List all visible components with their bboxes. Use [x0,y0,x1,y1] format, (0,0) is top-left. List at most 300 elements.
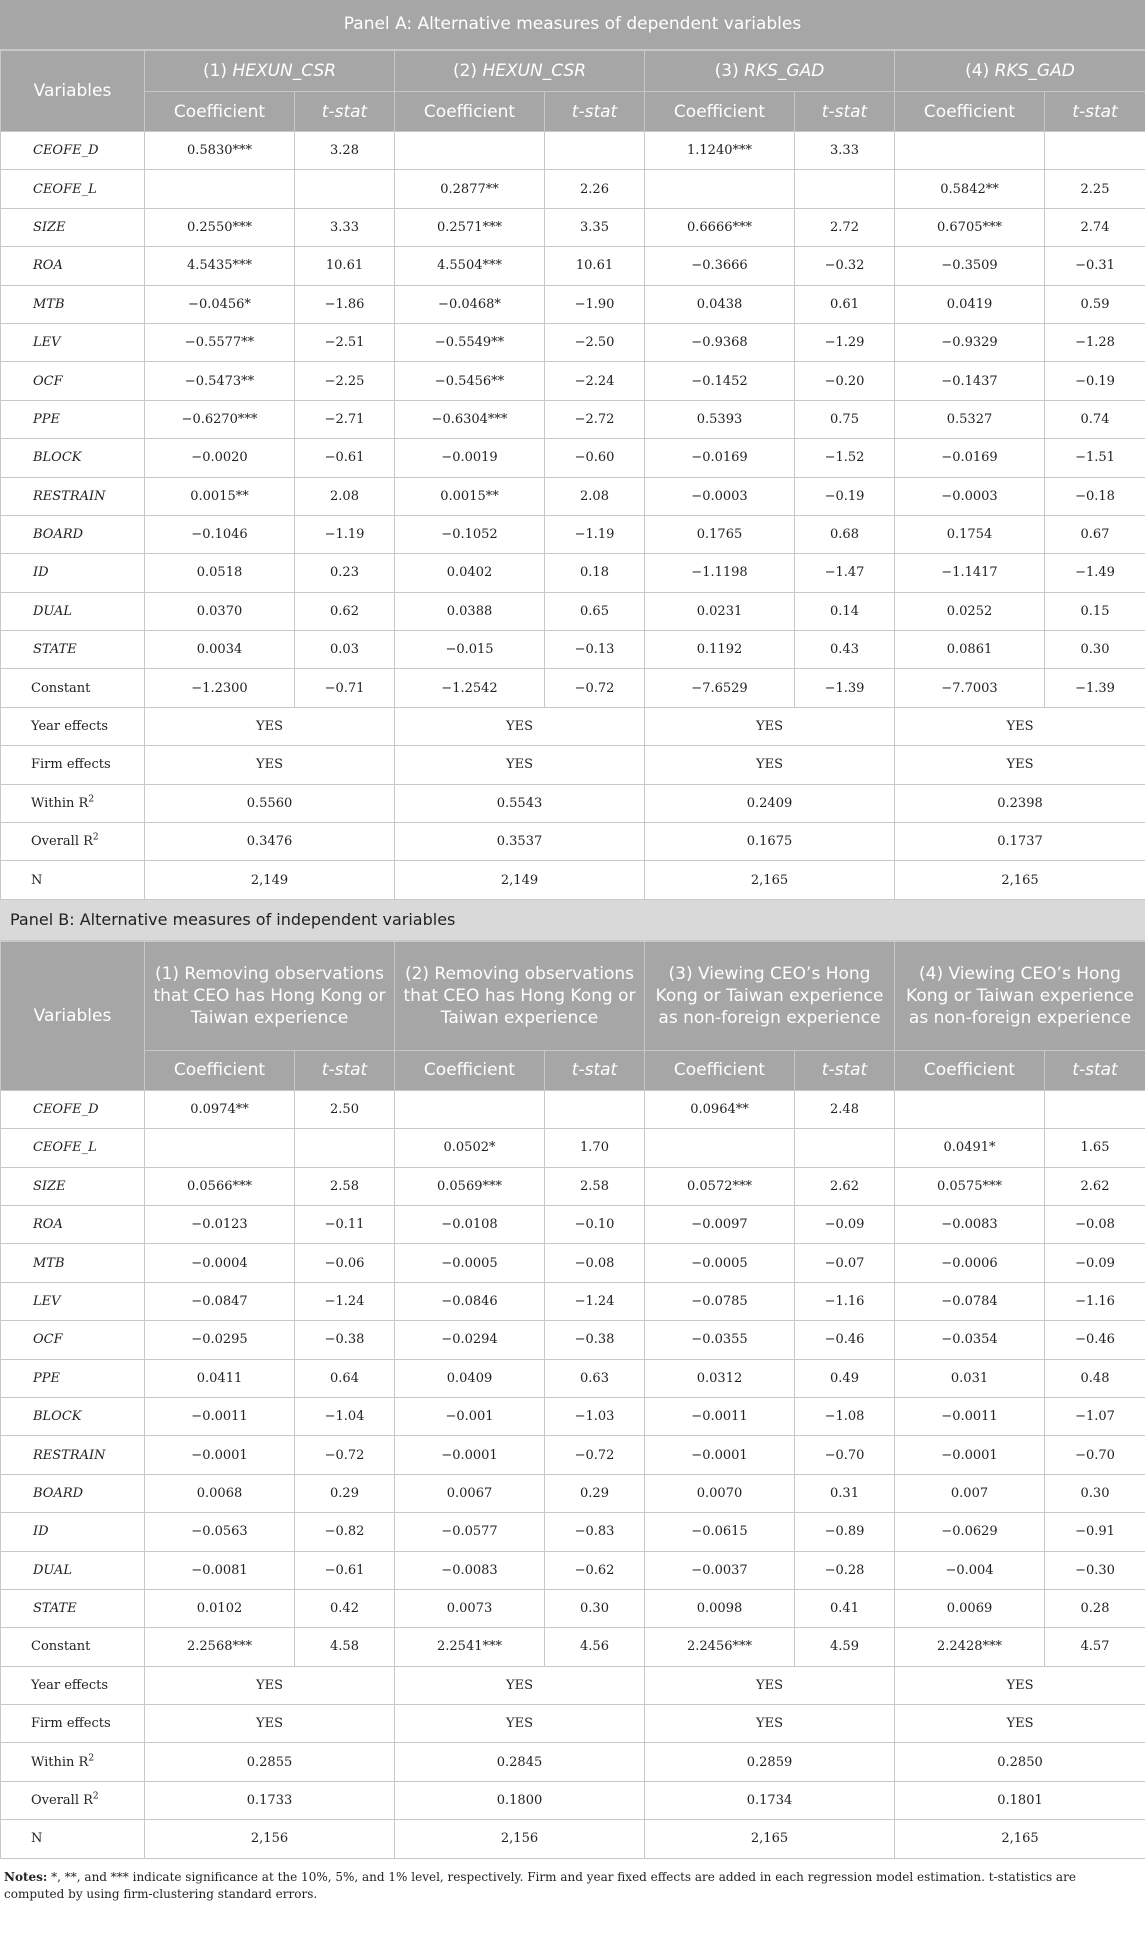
table-row [1,208,1145,246]
coefficient-cell: −0.0785 [645,1282,795,1320]
tstat-cell: 2.08 [545,477,645,515]
coefficient-cell: −0.0081 [145,1551,295,1589]
tstat-cell: −1.51 [1045,439,1145,477]
summary-label-text: Overall R [31,1793,93,1809]
summary-value: 2,156 [395,1820,645,1858]
tstat-cell [295,170,395,208]
coefficient-cell: 0.0575*** [895,1167,1045,1205]
tstat-cell: 3.33 [295,208,395,246]
variable-name: CEOFE_L [1,170,145,208]
tstat-cell: −2.72 [545,400,645,438]
summary-value: 0.1801 [895,1781,1145,1819]
summary-value: YES [395,1666,645,1704]
tstat-cell: −0.72 [545,669,645,707]
tstat-cell: −0.89 [795,1513,895,1551]
coefficient-cell: 0.0402 [395,554,545,592]
coefficient-cell: −0.0011 [895,1397,1045,1435]
summary-value: 2,156 [145,1820,395,1858]
coefficient-cell: 0.5842** [895,170,1045,208]
tstat-cell: −1.28 [1045,323,1145,361]
summary-label [1,746,145,784]
table-row [1,170,1145,208]
model-column-header: (3) Viewing CEO’s Hong Kong or Taiwan experience as non-foreign experience [645,941,895,1050]
coefficient-header: Coefficient [145,92,295,132]
coefficient-cell: 0.1765 [645,515,795,553]
coefficient-cell: −0.0355 [645,1321,795,1359]
summary-value: 2,149 [395,861,645,899]
tstat-cell: 2.72 [795,208,895,246]
variable-name: Constant [1,669,145,707]
variable-name: PPE [1,1359,145,1397]
coefficient-cell: −0.0846 [395,1282,545,1320]
tstat-cell: −1.52 [795,439,895,477]
tstat-cell: −2.51 [295,323,395,361]
tstat-cell: 1.65 [1045,1129,1145,1167]
coefficient-cell: −1.2542 [395,669,545,707]
tstat-cell: 0.30 [1045,1474,1145,1512]
tstat-label: t-stat [571,101,618,122]
summary-value: 2,149 [145,861,395,899]
tstat-cell: 10.61 [295,247,395,285]
coefficient-cell: −0.5549** [395,323,545,361]
tstat-cell: −1.47 [795,554,895,592]
summary-value: 2,165 [645,861,895,899]
coefficient-cell: −0.0003 [895,477,1045,515]
summary-label [1,823,145,861]
tstat-cell: −1.24 [545,1282,645,1320]
coefficient-cell: 4.5435*** [145,247,295,285]
coefficient-cell: 0.0068 [145,1474,295,1512]
tstat-cell: 0.23 [295,554,395,592]
tstat-cell: 0.41 [795,1589,895,1627]
tstat-cell: −0.82 [295,1513,395,1551]
tstat-label: t-stat [321,101,368,122]
coefficient-cell: 1.1240*** [645,132,795,170]
coefficient-cell: 2.2541*** [395,1628,545,1666]
model-dependent-variable: RKS_GAD [994,61,1075,81]
coefficient-cell: −0.0083 [895,1205,1045,1243]
tstat-cell: 0.63 [545,1359,645,1397]
table-row [1,1359,1145,1397]
coefficient-cell: −0.0001 [145,1436,295,1474]
model-column-header [645,51,895,92]
coefficient-cell: −0.0294 [395,1321,545,1359]
coefficient-cell: 0.0388 [395,592,545,630]
coefficient-cell: −0.0006 [895,1244,1045,1282]
tstat-label: t-stat [1072,101,1118,122]
tstat-cell [545,1090,645,1128]
tstat-cell: −0.61 [295,1551,395,1589]
coefficient-cell [145,1129,295,1167]
summary-value: 0.2409 [645,784,895,822]
table-row [1,554,1145,592]
coefficient-cell: 0.0252 [895,592,1045,630]
coefficient-cell: 0.2550*** [145,208,295,246]
coefficient-cell: −0.0011 [645,1397,795,1435]
coefficient-cell: −0.0123 [145,1205,295,1243]
coefficient-cell: 0.0569*** [395,1167,545,1205]
tstat-cell: 2.48 [795,1090,895,1128]
table-row [1,439,1145,477]
coefficient-cell: 0.0502* [395,1129,545,1167]
summary-value: 0.5543 [395,784,645,822]
tstat-cell: −1.49 [1045,554,1145,592]
variable-name: ROA [1,247,145,285]
coefficient-cell: 0.0964** [645,1090,795,1128]
tstat-cell: −0.61 [295,439,395,477]
summary-value: YES [145,707,395,745]
summary-value: YES [145,1666,395,1704]
tstat-cell: 0.49 [795,1359,895,1397]
summary-row [1,1666,1145,1704]
table-row [1,669,1145,707]
coefficient-cell: −7.7003 [895,669,1045,707]
table-row [1,132,1145,170]
coefficient-header: Coefficient [895,92,1045,132]
coefficient-cell: 0.0491* [895,1129,1045,1167]
tstat-cell: −0.31 [1045,247,1145,285]
variable-name: RESTRAIN [1,477,145,515]
tstat-cell: 0.65 [545,592,645,630]
tstat-cell: −0.20 [795,362,895,400]
variables-header: Variables [1,941,145,1090]
model-column-header [395,51,645,92]
tstat-cell: −1.24 [295,1282,395,1320]
table-row [1,1167,1145,1205]
tstat-cell: 4.57 [1045,1628,1145,1666]
tstat-cell: −1.03 [545,1397,645,1435]
coefficient-cell: 0.0231 [645,592,795,630]
variable-name: DUAL [1,592,145,630]
tstat-cell: 0.75 [795,400,895,438]
tstat-cell: −2.71 [295,400,395,438]
tstat-cell: −0.71 [295,669,395,707]
summary-value: 0.2845 [395,1743,645,1781]
summary-value: 0.1733 [145,1781,395,1819]
tstat-cell: 2.62 [795,1167,895,1205]
tstat-cell: 0.48 [1045,1359,1145,1397]
tstat-cell: −0.06 [295,1244,395,1282]
tstat-cell: −0.70 [795,1436,895,1474]
table-row [1,1436,1145,1474]
table-row [1,247,1145,285]
coefficient-header: Coefficient [145,1050,295,1090]
coefficient-cell: 0.0370 [145,592,295,630]
notes-text: *, **, and *** indicate significance at the 10%, 5%, and 1% level, respectively. Firm and year fixed effects are added in each regression model estimation. t-statistics are computed by using firm-clustering standard errors. [4,1869,1076,1901]
variable-name: CEOFE_D [1,132,145,170]
coefficient-cell: −0.9329 [895,323,1045,361]
coefficient-cell: −1.1417 [895,554,1045,592]
tstat-cell [795,170,895,208]
summary-value: 0.3476 [145,823,395,861]
tstat-cell: −0.72 [545,1436,645,1474]
coefficient-cell: 0.0409 [395,1359,545,1397]
coefficient-cell: −0.0005 [395,1244,545,1282]
coefficient-cell: −0.0563 [145,1513,295,1551]
summary-value: YES [645,1666,895,1704]
tstat-cell: −0.19 [795,477,895,515]
tstat-cell: 4.56 [545,1628,645,1666]
tstat-cell: 2.08 [295,477,395,515]
variable-name: BLOCK [1,439,145,477]
coefficient-cell [895,132,1045,170]
variable-name: ROA [1,1205,145,1243]
table-row [1,1513,1145,1551]
coefficient-cell: 0.2571*** [395,208,545,246]
tstat-cell: 4.58 [295,1628,395,1666]
panel-b-title: Panel B: Alternative measures of independent variables [0,900,1145,941]
coefficient-cell: 0.5327 [895,400,1045,438]
coefficient-header: Coefficient [645,1050,795,1090]
tstat-cell: 0.15 [1045,592,1145,630]
tstat-cell: 0.03 [295,631,395,669]
summary-label-text: Year effects [31,719,109,735]
coefficient-header: Coefficient [895,1050,1045,1090]
coefficient-cell: 0.2877** [395,170,545,208]
table-notes [0,1859,1145,1903]
coefficient-cell: −1.2300 [145,669,295,707]
tstat-cell: 0.29 [295,1474,395,1512]
superscript: 2 [92,1791,99,1802]
summary-value: 0.1675 [645,823,895,861]
tstat-cell: −0.08 [545,1244,645,1282]
table-row [1,323,1145,361]
summary-value: 2,165 [895,1820,1145,1858]
summary-label [1,707,145,745]
tstat-header [295,1050,395,1090]
summary-label-text: N [31,1831,43,1847]
table-row [1,515,1145,553]
coefficient-cell: 0.0102 [145,1589,295,1627]
variable-name: OCF [1,1321,145,1359]
model-number: (3) [714,61,739,81]
coefficient-cell: 2.2456*** [645,1628,795,1666]
variable-name: BOARD [1,1474,145,1512]
coefficient-cell: 4.5504*** [395,247,545,285]
tstat-label: t-stat [821,101,868,122]
coefficient-cell: −0.001 [395,1397,545,1435]
tstat-header [795,92,895,132]
tstat-header [545,92,645,132]
variable-name: BLOCK [1,1397,145,1435]
summary-value: YES [895,1666,1145,1704]
coefficient-cell: −0.015 [395,631,545,669]
variable-name: Constant [1,1628,145,1666]
variable-name: BOARD [1,515,145,553]
coefficient-cell: 0.0015** [395,477,545,515]
coefficient-cell: 0.0034 [145,631,295,669]
summary-label-text: Firm effects [31,757,111,773]
tstat-cell: 3.35 [545,208,645,246]
tstat-header [295,92,395,132]
tstat-cell: −1.16 [795,1282,895,1320]
summary-label-text: Within R [31,795,89,811]
coefficient-cell: −0.0354 [895,1321,1045,1359]
summary-value: 0.1800 [395,1781,645,1819]
coefficient-cell: 0.0411 [145,1359,295,1397]
summary-value: YES [395,746,645,784]
coefficient-cell: −0.3509 [895,247,1045,285]
summary-label [1,784,145,822]
summary-value: 0.2850 [895,1743,1145,1781]
tstat-cell: 1.70 [545,1129,645,1167]
summary-label [1,1666,145,1704]
model-number: (4) [965,61,990,81]
tstat-cell: −1.86 [295,285,395,323]
table-row [1,1628,1145,1666]
summary-value: YES [895,746,1145,784]
coefficient-cell: 0.5830*** [145,132,295,170]
summary-label [1,1743,145,1781]
summary-value: 0.5560 [145,784,395,822]
model-column-header: (1) Removing observations that CEO has Hong Kong or Taiwan experience [145,941,395,1050]
tstat-cell: −0.09 [1045,1244,1145,1282]
coefficient-cell: −0.5473** [145,362,295,400]
coefficient-header: Coefficient [395,92,545,132]
tstat-cell: 0.14 [795,592,895,630]
coefficient-cell: −0.6304*** [395,400,545,438]
table-row [1,1474,1145,1512]
subheader-row [1,1050,1145,1090]
tstat-cell: −0.72 [295,1436,395,1474]
tstat-cell [545,132,645,170]
table-row [1,631,1145,669]
superscript: 2 [88,1753,95,1764]
model-column-header: (4) Viewing CEO’s Hong Kong or Taiwan experience as non-foreign experience [895,941,1145,1050]
tstat-cell [1045,1090,1145,1128]
coefficient-cell: −0.1046 [145,515,295,553]
coefficient-cell: 0.0861 [895,631,1045,669]
table-row [1,1090,1145,1128]
coefficient-cell: −0.0847 [145,1282,295,1320]
coefficient-cell: 0.0069 [895,1589,1045,1627]
summary-row [1,1781,1145,1819]
tstat-cell: −1.16 [1045,1282,1145,1320]
summary-label-text: N [31,872,43,888]
coefficient-cell: −0.0456* [145,285,295,323]
variable-name: SIZE [1,208,145,246]
variable-name: MTB [1,1244,145,1282]
tstat-cell: 0.30 [545,1589,645,1627]
summary-value: 0.2859 [645,1743,895,1781]
coefficient-cell: −0.0003 [645,477,795,515]
coefficient-cell: 0.031 [895,1359,1045,1397]
model-column-header: (2) Removing observations that CEO has Hong Kong or Taiwan experience [395,941,645,1050]
coefficient-cell [395,1090,545,1128]
variable-name: ID [1,1513,145,1551]
tstat-cell: −0.60 [545,439,645,477]
coefficient-cell: −0.0011 [145,1397,295,1435]
coefficient-cell: −0.0108 [395,1205,545,1243]
tstat-cell: −0.38 [295,1321,395,1359]
coefficient-cell: −0.0097 [645,1205,795,1243]
panel-a-title: Panel A: Alternative measures of dependent variables [0,0,1145,50]
coefficient-cell: −0.0083 [395,1551,545,1589]
coefficient-cell: −0.0001 [895,1436,1045,1474]
summary-value: YES [645,707,895,745]
tstat-cell: 10.61 [545,247,645,285]
tstat-cell: 0.42 [295,1589,395,1627]
coefficient-cell: 0.0974** [145,1090,295,1128]
tstat-cell [295,1129,395,1167]
tstat-cell: −1.07 [1045,1397,1145,1435]
coefficient-cell: −1.1198 [645,554,795,592]
tstat-cell: 2.58 [295,1167,395,1205]
coefficient-cell: 0.0015** [145,477,295,515]
summary-label-text: Year effects [31,1677,109,1693]
coefficient-cell: −0.0019 [395,439,545,477]
variable-name: STATE [1,1589,145,1627]
tstat-cell: −0.19 [1045,362,1145,400]
summary-value: YES [895,1705,1145,1743]
summary-value: 0.2398 [895,784,1145,822]
variable-name: ID [1,554,145,592]
coefficient-cell: −0.0004 [145,1244,295,1282]
summary-row [1,1743,1145,1781]
table-row [1,477,1145,515]
coefficient-cell: 2.2568*** [145,1628,295,1666]
tstat-cell: −2.50 [545,323,645,361]
tstat-cell: −1.29 [795,323,895,361]
summary-row [1,746,1145,784]
tstat-cell: −0.32 [795,247,895,285]
tstat-cell: −1.39 [795,669,895,707]
table-row [1,400,1145,438]
summary-row [1,1820,1145,1858]
table-row [1,1589,1145,1627]
coefficient-cell: −0.0295 [145,1321,295,1359]
tstat-cell: 3.28 [295,132,395,170]
tstat-label: t-stat [821,1060,868,1081]
tstat-cell: 0.30 [1045,631,1145,669]
notes-label: Notes: [4,1869,48,1884]
tstat-cell: 0.62 [295,592,395,630]
variable-name: STATE [1,631,145,669]
coefficient-cell: −0.5577** [145,323,295,361]
tstat-header [1045,92,1145,132]
summary-value: YES [895,707,1145,745]
coefficient-cell: −0.9368 [645,323,795,361]
tstat-cell: 2.58 [545,1167,645,1205]
summary-value: YES [395,1705,645,1743]
model-dependent-variable: HEXUN_CSR [232,61,337,81]
coefficient-cell: −0.0169 [645,439,795,477]
tstat-cell: −0.28 [795,1551,895,1589]
variable-name: PPE [1,400,145,438]
coefficient-cell: 0.0438 [645,285,795,323]
summary-value: YES [145,1705,395,1743]
summary-value: YES [145,746,395,784]
summary-label [1,1705,145,1743]
coefficient-cell: −0.3666 [645,247,795,285]
tstat-cell: −0.07 [795,1244,895,1282]
coefficient-cell: 0.0067 [395,1474,545,1512]
coefficient-cell: −7.6529 [645,669,795,707]
variables-header: Variables [1,51,145,132]
tstat-cell: −0.70 [1045,1436,1145,1474]
variable-name: RESTRAIN [1,1436,145,1474]
tstat-cell: 2.62 [1045,1167,1145,1205]
tstat-header [545,1050,645,1090]
tstat-cell: 0.18 [545,554,645,592]
coefficient-cell: −0.6270*** [145,400,295,438]
tstat-cell: 0.74 [1045,400,1145,438]
summary-value: 2,165 [645,1820,895,1858]
summary-row [1,823,1145,861]
tstat-header [795,1050,895,1090]
summary-label [1,1820,145,1858]
tstat-cell: −0.10 [545,1205,645,1243]
